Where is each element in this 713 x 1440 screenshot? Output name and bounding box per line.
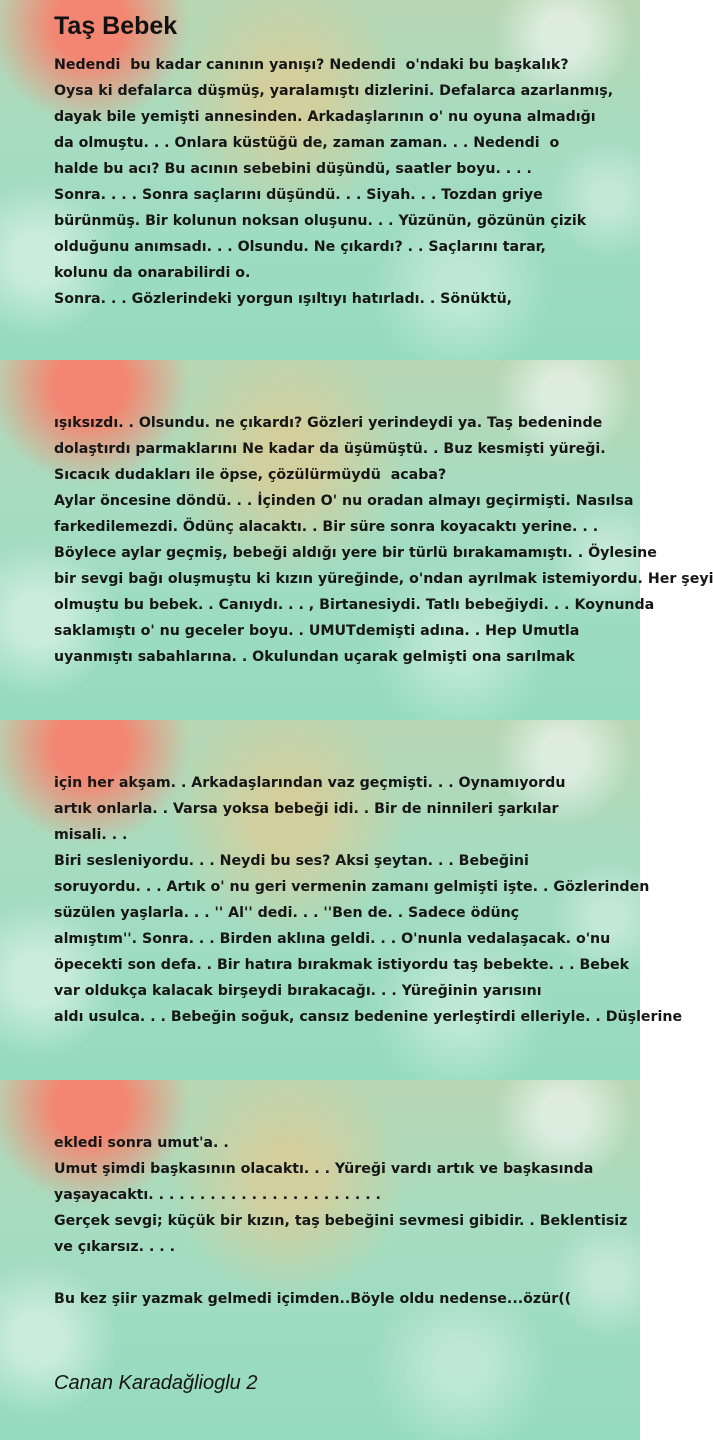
poem-text-block [54,1130,640,1312]
poem-line: olmuştu bu bebek. . Canıydı. . . , Birtanesiydi. Tatlı bebeğiydi. . . Koynunda [54,597,655,613]
poem-line: Umut şimdi başkasının olacaktı. . . Yüreği vardı artık ve başkasında [54,1161,594,1177]
poem-line: var oldukça kalacak birşeydi bırakacağı. . . Yüreğinin yarısını [54,983,542,999]
poem-line: öpecekti son defa. . Bir hatıra bırakmak istiyordu taş bebekte. . . Bebek [54,957,630,973]
poem-line: Sıcacık dudakları ile öpse, çözülürmüydü acaba? [54,467,447,483]
poem-line: Nedendi bu kadar canının yanışı? Nedendi o'ndaki bu başkalık? [54,57,569,73]
poem-line: için her akşam. . Arkadaşlarından vaz geçmişti. . . Oynamıyordu [54,775,566,791]
author-signature: Canan Karadağlioglu 2 [54,1372,258,1394]
poem-text-block [54,52,640,312]
poem-line: bir sevgi bağı oluşmuştu ki kızın yüreğinde, o'ndan ayrılmak istemiyordu. Her şeyi [54,571,713,587]
poem-text-block [54,770,683,1030]
poem-line: yaşayacaktı. . . . . . . . . . . . . . . . . . . . . . . [54,1187,381,1203]
poem-text-block [54,410,713,670]
poem-line: bürünmüş. Bir kolunun noksan oluşunu. . . Yüzünün, gözünün çizik [54,213,587,229]
poem-page-3 [0,720,683,1080]
poem-line: farkedilemezdi. Ödünç alacaktı. . Bir süre sonra koyacaktı yerine. . . [54,519,599,535]
poem-line: Aylar öncesine döndü. . . İçinden O' nu oradan almayı geçirmişti. Nasılsa [54,493,634,509]
poem-title: Taş Bebek [54,12,178,40]
poem-line: aldı usulca. . . Bebeğin soğuk, cansız bedenine yerleştirdi elleriyle. . Düşlerine [54,1009,683,1025]
poem-line: olduğunu anımsadı. . . Olsundu. Ne çıkardı? . . Saçlarını tarar, [54,239,546,255]
poem-line: misali. . . [54,827,128,843]
poem-line: kolunu da onarabilirdi o. [54,265,251,281]
poem-line: soruyordu. . . Artık o' nu geri vermenin zamanı gelmişti işte. . Gözlerinden [54,879,650,895]
poem-line: ekledi sonra umut'a. . [54,1135,229,1151]
poem-line: Sonra. . . Gözlerindeki yorgun ışıltıyı hatırladı. . Sönüktü, [54,291,513,307]
poem-page-2 [0,360,713,720]
poem-line: süzülen yaşlarla. . . '' Al'' dedi. . . ''Ben de. . Sadece ödünç [54,905,520,921]
poem-line: Oysa ki defalarca düşmüş, yaralamıştı dizlerini. Defalarca azarlanmış, [54,83,614,99]
poem-line: da olmuştu. . . Onlara küstüğü de, zaman zaman. . . Nedendi o [54,135,560,151]
poem-line: saklamıştı o' nu geceler boyu. . UMUTdemişti adına. . Hep Umutla [54,623,580,639]
poem-line: uyanmıştı sabahlarına. . Okulundan uçarak gelmişti ona sarılmak [54,649,575,665]
poem-line: almıştım''. Sonra. . . Birden aklına geldi. . . O'nunla vedalaşacak. o'nu [54,931,611,947]
poem-page-4 [0,1080,640,1440]
poem-line: Biri sesleniyordu. . . Neydi bu ses? Aksi şeytan. . . Bebeğini [54,853,529,869]
poem-line: dayak bile yemişti annesinden. Arkadaşlarının o' nu oyuna almadığı [54,109,596,125]
poem-line: ışıksızdı. . Olsundu. ne çıkardı? Gözleri yerindeydi ya. Taş bedeninde [54,415,603,431]
poem-line: ve çıkarsız. . . . [54,1239,176,1255]
poem-line [54,1260,640,1286]
poem-line: Bu kez şiir yazmak gelmedi içimden..Böyle oldu nedense...özür(( [54,1291,572,1307]
poem-line: Böylece aylar geçmiş, bebeği aldığı yere bir türlü bırakamamıştı. . Öylesine [54,545,657,561]
poem-line: dolaştırdı parmaklarını Ne kadar da üşümüştü. . Buz kesmişti yüreği. [54,441,606,457]
poem-page-1 [0,0,640,360]
poem-line: Sonra. . . . Sonra saçlarını düşündü. . . Siyah. . . Tozdan griye [54,187,543,203]
poem-line: halde bu acı? Bu acının sebebini düşündü, saatler boyu. . . . [54,161,532,177]
poem-line: artık onlarla. . Varsa yoksa bebeği idi. . Bir de ninnileri şarkılar [54,801,559,817]
poem-line: Gerçek sevgi; küçük bir kızın, taş bebeğini sevmesi gibidir. . Beklentisiz [54,1213,628,1229]
